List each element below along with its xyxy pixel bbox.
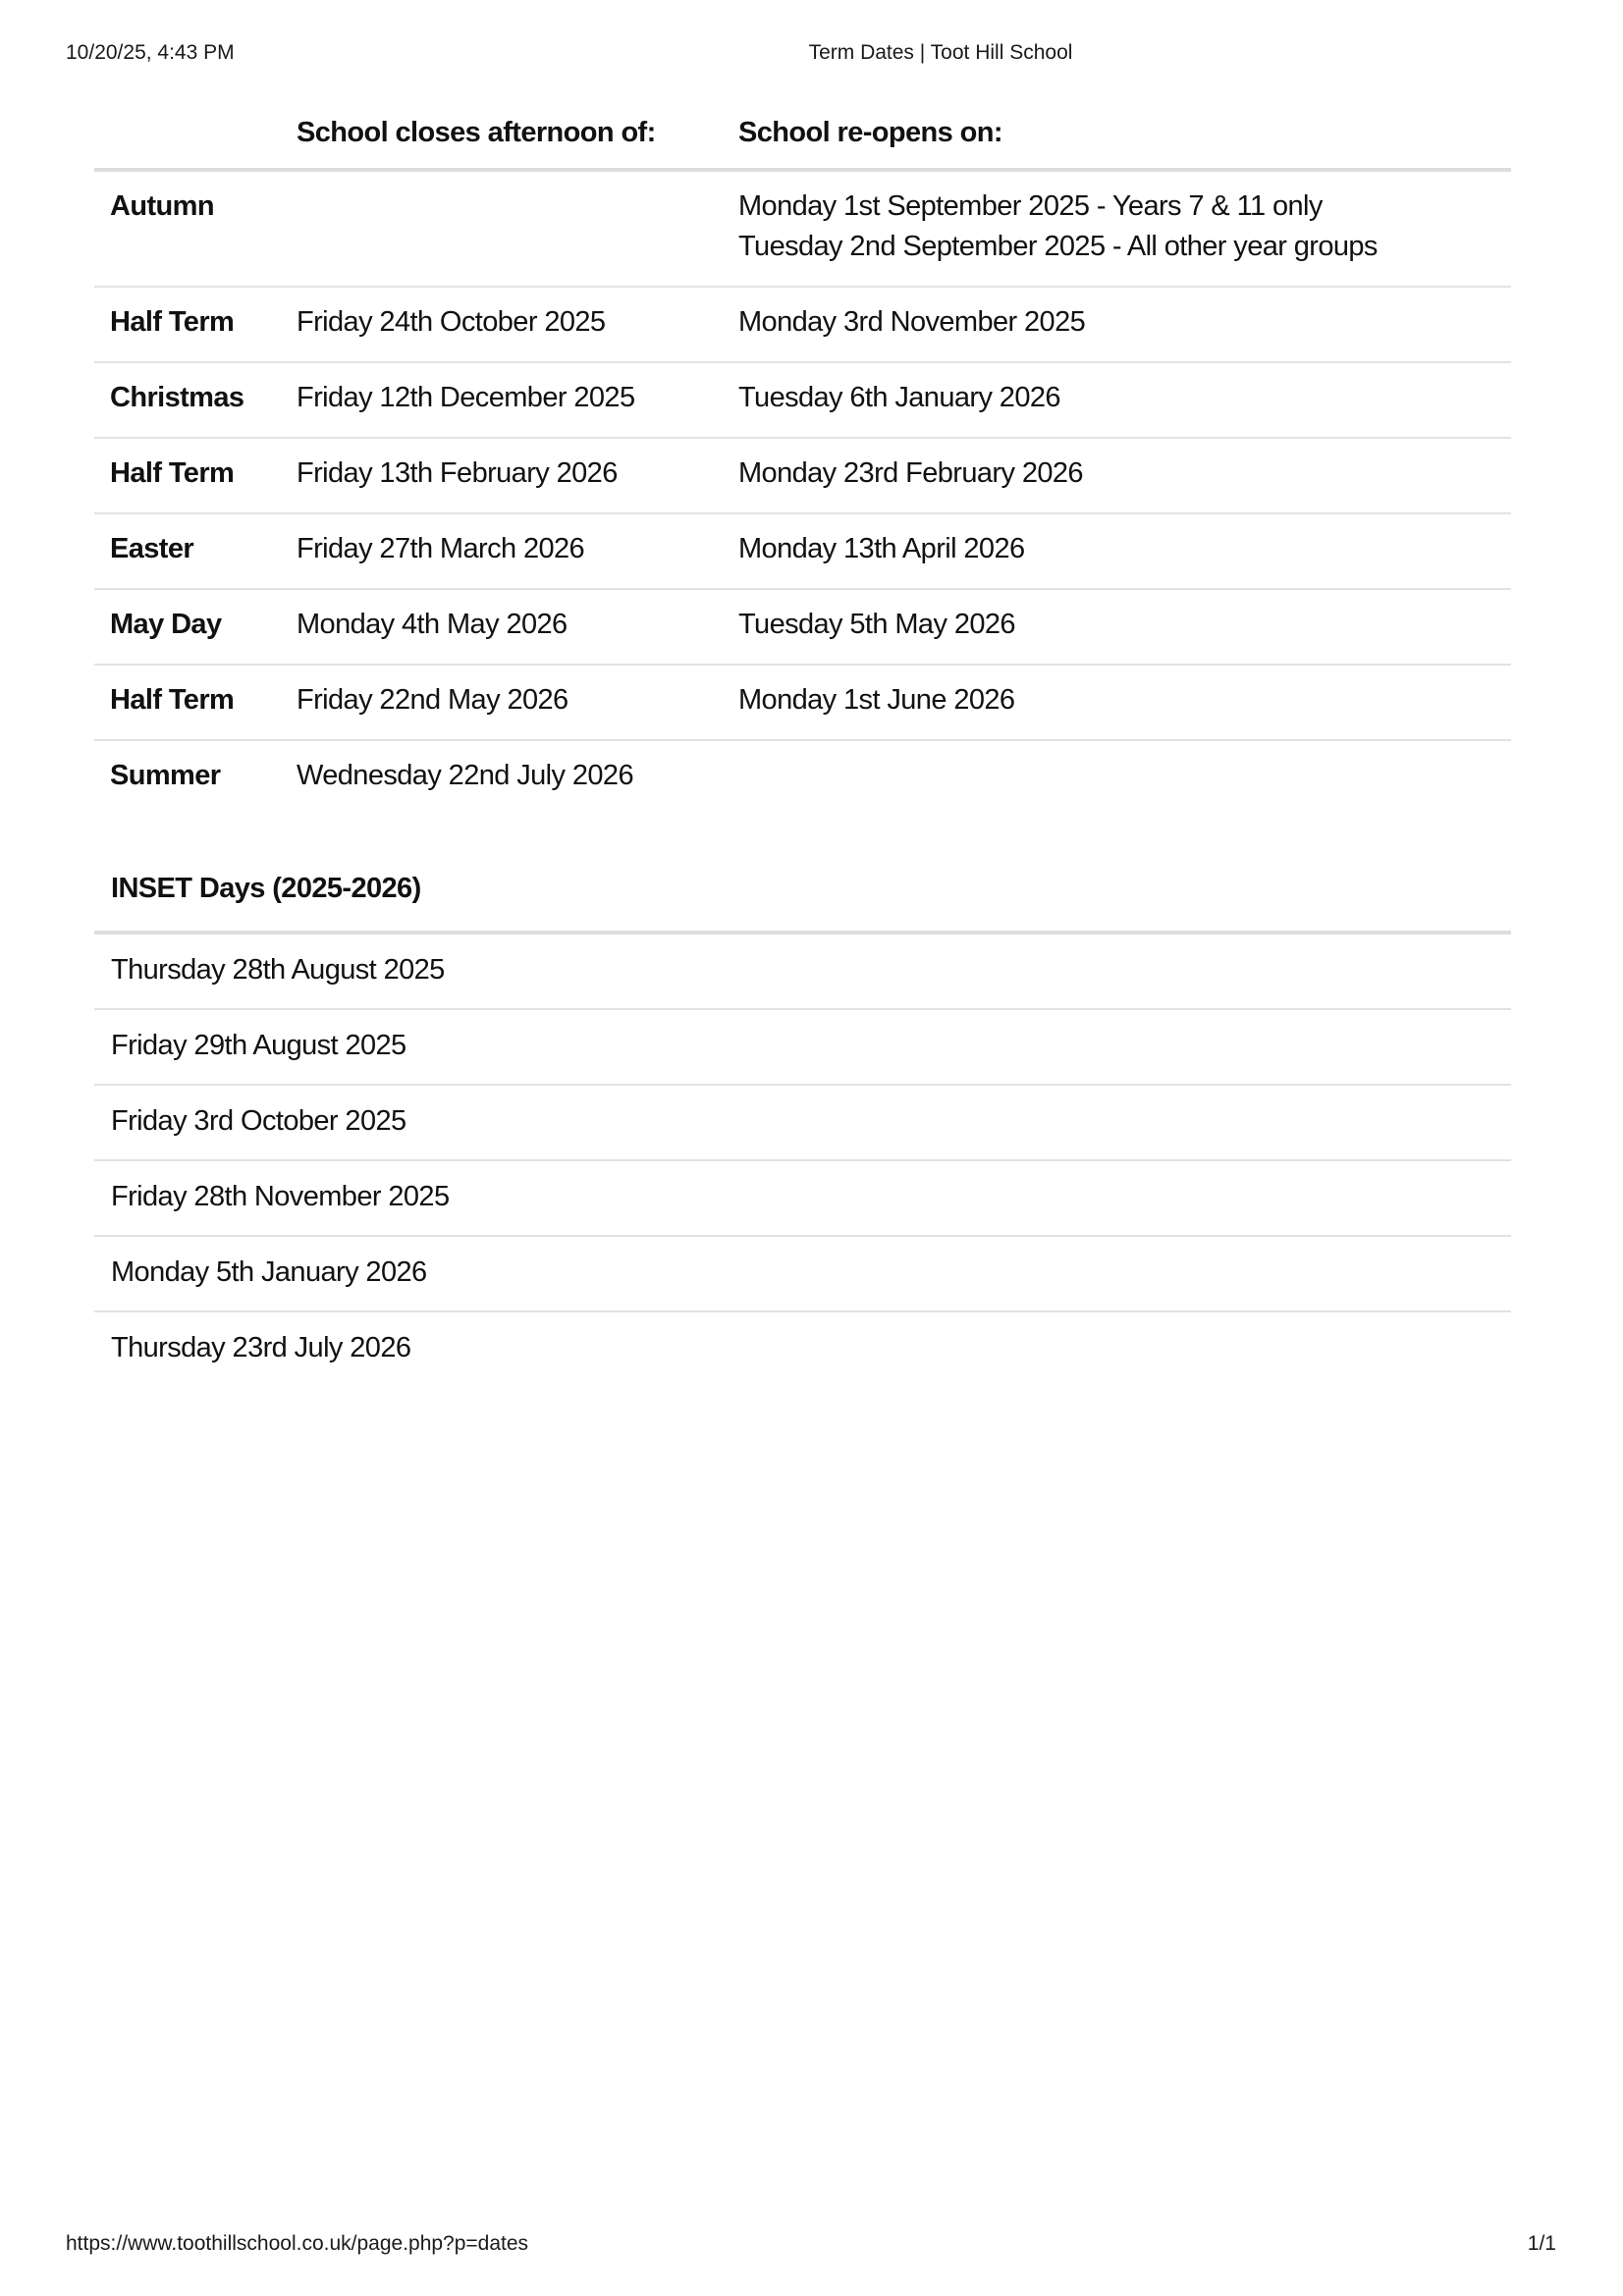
term-name: Half Term xyxy=(94,665,281,740)
closes-date xyxy=(281,170,723,287)
inset-day-row xyxy=(94,1085,1511,1160)
reopens-line: Tuesday 2nd September 2025 - All other year groups xyxy=(738,231,1378,262)
print-timestamp: 10/20/25, 4:43 PM xyxy=(66,41,235,64)
table-row-half-term-october xyxy=(94,287,1511,362)
term-name: Half Term xyxy=(94,438,281,513)
closes-date: Friday 24th October 2025 xyxy=(281,287,723,362)
reopens-date: Tuesday 6th January 2026 xyxy=(723,362,1511,438)
term-name: Half Term xyxy=(94,287,281,362)
table-row-easter xyxy=(94,513,1511,589)
closes-date: Wednesday 22nd July 2026 xyxy=(297,760,633,791)
closes-date: Monday 4th May 2026 xyxy=(281,589,723,665)
reopens-date: Tuesday 5th May 2026 xyxy=(723,589,1511,665)
reopens-date: Monday 13th April 2026 xyxy=(723,513,1511,589)
inset-day-date: Monday 5th January 2026 xyxy=(94,1236,1511,1311)
closes-date: Friday 13th February 2026 xyxy=(281,438,723,513)
closes-date: Friday 27th March 2026 xyxy=(281,513,723,589)
inset-days-header-row xyxy=(94,858,1511,933)
column-header-closes: School closes afternoon of: xyxy=(281,102,723,170)
table-row-half-term-february xyxy=(94,438,1511,513)
inset-day-date: Thursday 28th August 2025 xyxy=(94,933,1511,1009)
table-row-autumn xyxy=(94,170,1511,287)
inset-day-row xyxy=(94,1009,1511,1085)
print-page-title: Term Dates | Toot Hill School xyxy=(808,41,1073,64)
column-header-reopens: School re-opens on: xyxy=(723,102,1511,170)
inset-day-row xyxy=(94,933,1511,1009)
closes-date: Friday 12th December 2025 xyxy=(281,362,723,438)
inset-day-date: Friday 3rd October 2025 xyxy=(94,1085,1511,1160)
inset-days-heading: INSET Days (2025-2026) xyxy=(94,858,1511,933)
inset-day-date: Thursday 23rd July 2026 xyxy=(111,1332,411,1363)
table-row-half-term-may xyxy=(94,665,1511,740)
reopens-line: Monday 1st September 2025 - Years 7 & 11 only xyxy=(738,190,1323,222)
inset-day-date: Friday 29th August 2025 xyxy=(94,1009,1511,1085)
term-dates-header-row xyxy=(94,102,1511,170)
reopens-date xyxy=(723,740,1511,815)
inset-day-row xyxy=(94,1311,1511,1386)
reopens-date: Monday 23rd February 2026 xyxy=(723,438,1511,513)
term-dates-table xyxy=(94,102,1511,815)
inset-day-row xyxy=(94,1160,1511,1236)
column-header-term xyxy=(94,102,281,170)
table-row-may-day xyxy=(94,589,1511,665)
closes-date: Friday 22nd May 2026 xyxy=(281,665,723,740)
reopens-date: Monday 1st June 2026 xyxy=(723,665,1511,740)
print-page-number: 1/1 xyxy=(1527,2232,1556,2255)
table-row-christmas xyxy=(94,362,1511,438)
term-name: Summer xyxy=(110,760,221,791)
term-name: Autumn xyxy=(94,170,281,287)
table-row-summer xyxy=(94,740,1511,815)
term-name: May Day xyxy=(94,589,281,665)
inset-day-date: Friday 28th November 2025 xyxy=(94,1160,1511,1236)
print-page-url: https://www.toothillschool.co.uk/page.php?p=dates xyxy=(66,2232,529,2255)
inset-day-row xyxy=(94,1236,1511,1311)
term-name: Easter xyxy=(94,513,281,589)
inset-days-table xyxy=(94,858,1511,1386)
reopens-date xyxy=(723,170,1511,287)
term-name: Christmas xyxy=(94,362,281,438)
reopens-date: Monday 3rd November 2025 xyxy=(723,287,1511,362)
